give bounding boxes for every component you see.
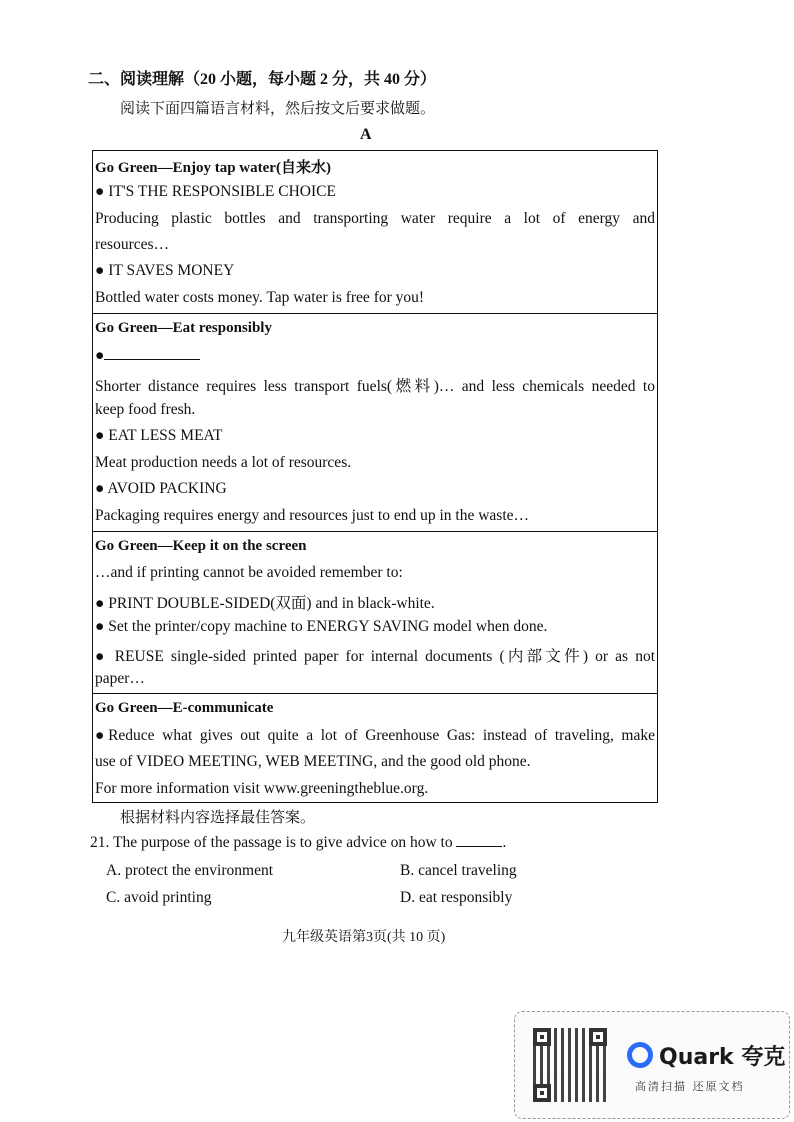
tap-water-text-1b: resources… [95, 236, 170, 253]
tap-water-title: Go Green—Enjoy tap water(自来水) [95, 160, 331, 176]
screen-item-3a: ● REUSE single-sided printed paper for internal documents (内部文件) or as not [95, 648, 655, 665]
screen-item-1: ● PRINT DOUBLE-SIDED(双面) and in black-white. [95, 595, 435, 612]
screen-item-2: ● Set the printer/copy machine to ENERGY SAVING model when done. [95, 618, 548, 635]
tap-water-text-2: Bottled water costs money. Tap water is free for you! [95, 289, 425, 306]
question-stem-end: . [502, 834, 507, 851]
instruction-note: 根据材料内容选择最佳答案。 [120, 810, 316, 826]
quark-logo-icon [627, 1042, 653, 1068]
eat-text-3: Packaging requires energy and resources just to end up in the waste… [95, 507, 530, 524]
eat-text-2: Meat production needs a lot of resources. [95, 454, 352, 471]
option-b[interactable]: B. cancel traveling [400, 862, 517, 879]
question-21 [90, 834, 506, 852]
bullet-dot: ● [95, 347, 105, 364]
eat-responsibly-box [92, 313, 658, 532]
option-a[interactable]: A. protect the environment [106, 862, 274, 879]
eat-bullet-2: ● EAT LESS MEAT [95, 427, 223, 444]
option-d[interactable]: D. eat responsibly [400, 889, 513, 906]
screen-box [92, 531, 658, 694]
eat-text-1a: Shorter distance requires less transport fuels(燃料)… and less chemicals needed to [95, 378, 655, 395]
eat-text-1b: keep food fresh. [95, 401, 196, 418]
eat-blank-bullet [95, 347, 655, 365]
option-c[interactable]: C. avoid printing [106, 889, 212, 906]
quark-watermark [514, 1011, 790, 1119]
quark-tagline: 高清扫描 还原文档 [635, 1080, 745, 1093]
eat-bullet-3: ● AVOID PACKING [95, 480, 227, 497]
eat-title: Go Green—Eat responsibly [95, 320, 272, 336]
answer-blank [104, 347, 200, 360]
ecomm-text-2: For more information visit www.greeningtheblue.org. [95, 780, 429, 797]
instructions: 阅读下面四篇语言材料，然后按文后要求做题。 [120, 101, 436, 117]
page-footer: 九年级英语第3页(共 10 页) [282, 930, 446, 945]
ecomm-title: Go Green—E-communicate [95, 700, 274, 716]
screen-title: Go Green—Keep it on the screen [95, 538, 307, 554]
screen-text-0: …and if printing cannot be avoided remember to: [95, 564, 403, 581]
tap-water-bullet-1: ● IT'S THE RESPONSIBLE CHOICE [95, 183, 336, 200]
tap-water-bullet-2: ● IT SAVES MONEY [95, 262, 235, 279]
ecomm-box [92, 693, 658, 803]
qr-code-icon [533, 1028, 607, 1102]
question-stem: 21. The purpose of the passage is to give advice on how to [90, 834, 453, 851]
ecomm-text-1a: ●Reduce what gives out quite a lot of Greenhouse Gas: instead of traveling, make [95, 727, 655, 744]
passage-label: A [360, 126, 372, 143]
quark-brand-name: Quark 夸克 [659, 1045, 786, 1070]
question-blank [456, 836, 502, 847]
section-title: 二、阅读理解（20 小题，每小题 2 分，共 40 分） [88, 71, 437, 88]
tap-water-box [92, 150, 658, 314]
ecomm-text-1b: use of VIDEO MEETING, WEB MEETING, and the good old phone. [95, 753, 531, 770]
screen-item-3b: paper… [95, 670, 145, 687]
tap-water-text-1a: Producing plastic bottles and transporting water require a lot of energy and [95, 210, 655, 227]
